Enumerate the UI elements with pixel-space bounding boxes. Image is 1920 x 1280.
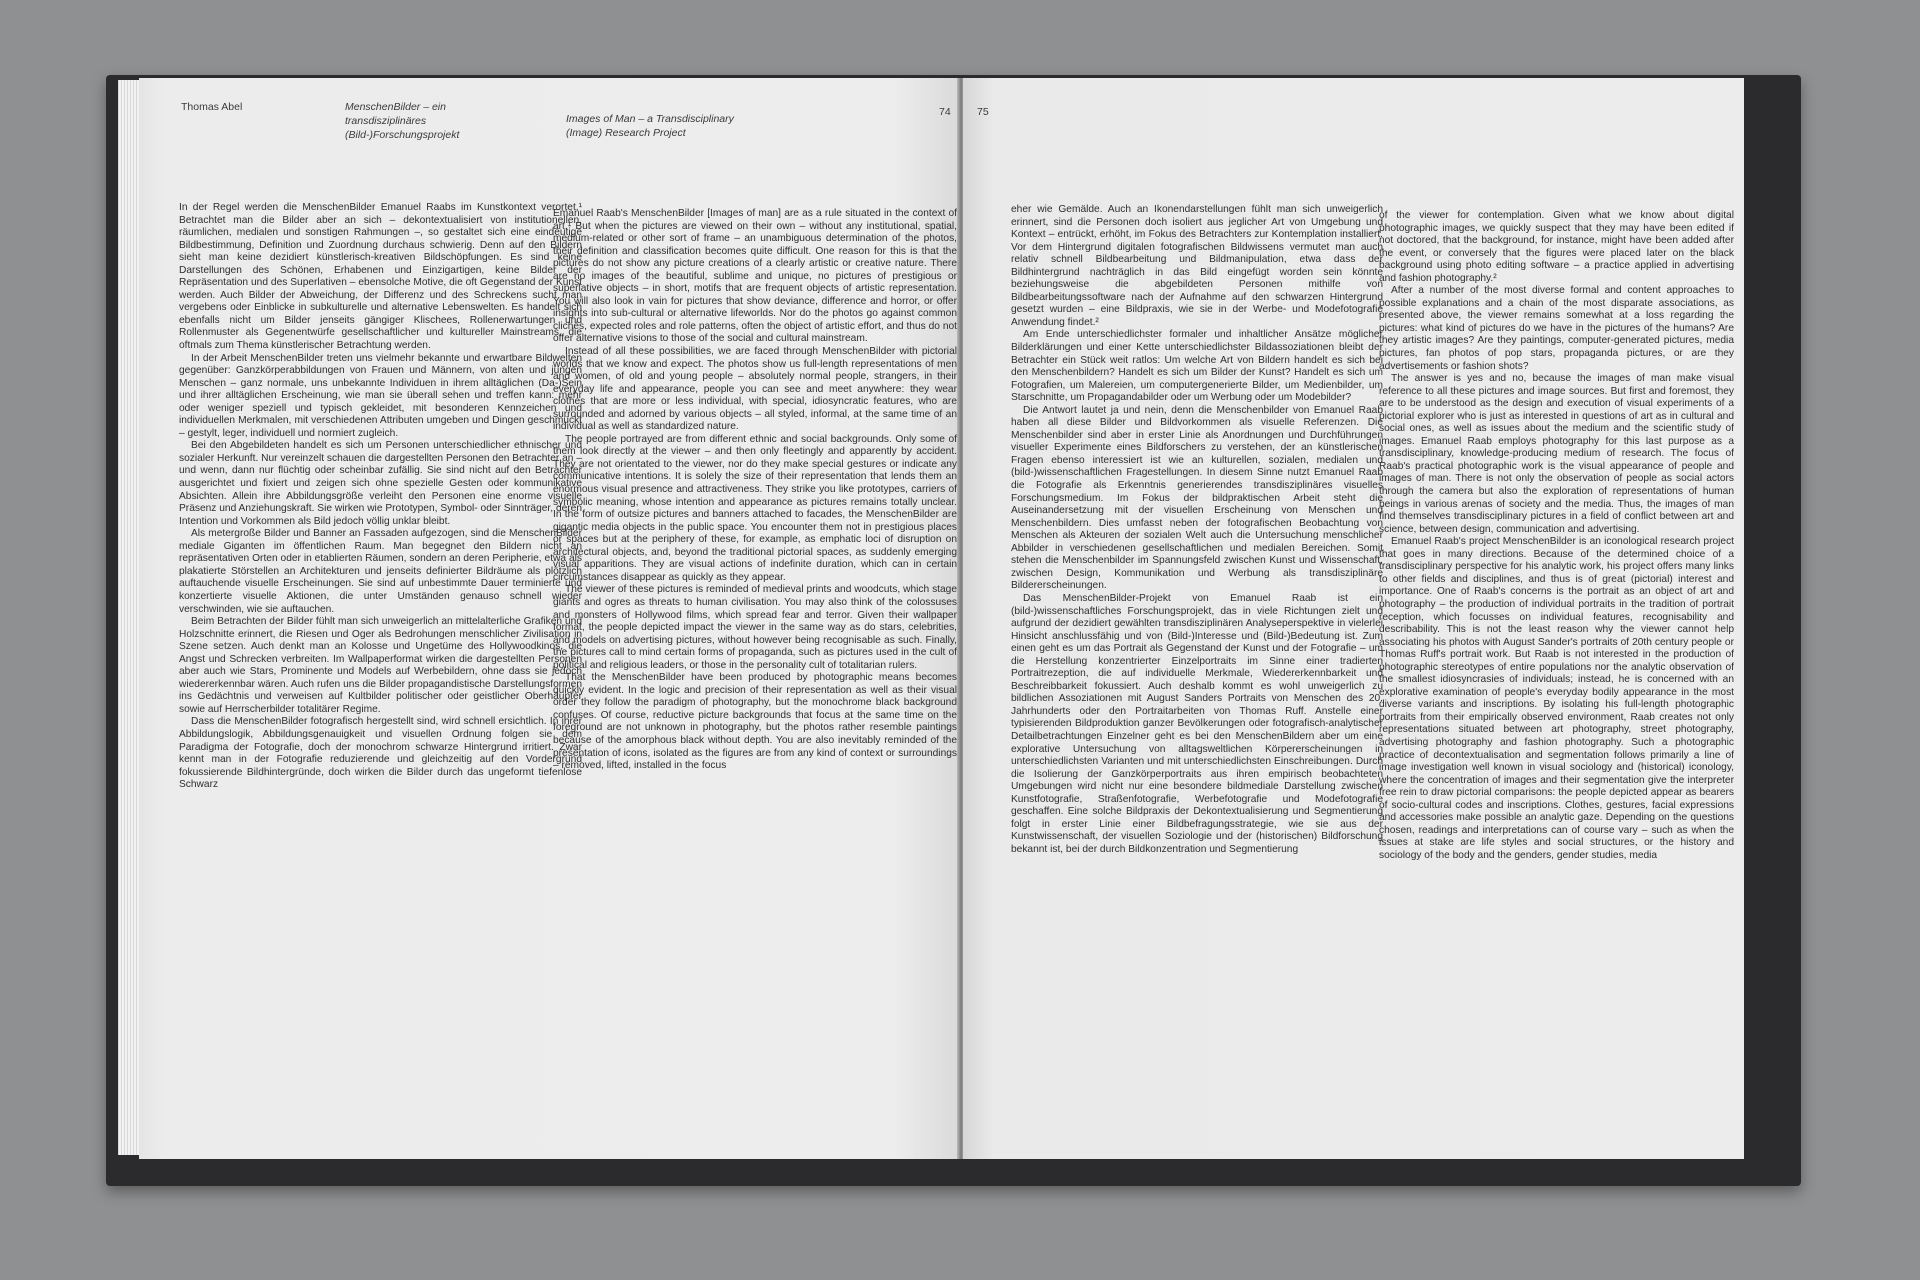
paragraph: In der Arbeit MenschenBilder treten uns vielmehr bekannte und erwartbare Bildwelten gegenüber: Ganzkörperabbildungen von Frauen und Männern, von alten und jungen Menschen – ganz normale, uns unbekannte Individuen in ihrem alltäglichen (Da-)Sein und ihrer alltäglichen Erscheinung, wie man sie überall sehen und treffen kann: mehr oder weniger speziell und typisch gekleidet, mit besonderen Kennzeichen und individuellen Merkmalen, mit verschiedenen Attributen umgeben und Dingen geschmückt – gestylt, leger, individuell und normiert zugleich. <box>179 352 582 439</box>
running-head-title-en: Images of Man – a Transdisciplinary (Image) Research Project <box>566 113 734 139</box>
right-page <box>963 78 1744 1159</box>
paragraph: Das MenschenBilder-Projekt von Emanuel Raab ist ein (bild-)wissenschaftliches Forschungsprojekt, das in viele Richtungen zielt und aufgrund der dezidiert gewählten transdisziplinären Analyseperspektive in vielerlei Hinsicht anschlussfähig und von (Bild-)Interesse und (Bild-)Bedeutung ist. Zum einen geht es um das Portrait als Gegenstand der Kunst und der Fotografie – um die Herstellung konzentrierter Einzelportraits im Sinne einer tradierten Portraitrezeption, die auf individuelle Merkmale, Wiedererkennbarkeit und Beschreibbarkeit fokussiert. Auch deshalb kommt es wohl unweigerlich zu bildlichen Assoziationen mit August Sanders Portraits von Menschen des 20. Jahrhunderts oder den Portraitarbeiten von Thomas Ruff. Anstelle einer typisierenden Bildproduktion ganzer Bevölkerungen oder fotografisch-analytischer Detailbetrachtungen Einzelner geht es bei den MenschenBildern aber um eine explorative Untersuchung von alltagsweltlichen Körpererscheinungen in unterschiedlichsten Varianten und mit unterschiedlichsten Einschreibungen. Durch die Isolierung der Ganzkörperportraits aus ihren empirisch beobachteten Umgebungen wird nicht nur eine besondere bildmediale Darstellung zwischen Kunstfotografie, Straßenfotografie, Werbefotografie und Modefotografie geschaffen. Eine solche Bildpraxis der Dekontextualisierung und Segmentierung folgt in erster Linie einer Bildbefragungsstrategie, wie sie aus der Kunstwissenschaft, der visuellen Soziologie und der (historischen) Bildforschung bekannt ist, bei der durch Bildkonzentration und Segmentierung <box>1011 592 1383 855</box>
paragraph: In der Regel werden die MenschenBilder Emanuel Raabs im Kunstkontext verortet.¹ Betrachtet man die Bilder aber an sich – dekontextualisiert von institutionellen, räumlichen, medialen und sonstigen Rahmungen –, so gestaltet sich eine eindeutige Bildbestimmung, Definition und Zuordnung durchaus schwierig. Denn auf den Bildern sieht man keine dezidiert künstlerisch-kreativen Bildschöpfungen. Es sind keine Darstellungen des Schönen, Erhabenen und Einzigartigen, keine Bilder der Repräsentation und des Superlativen – ebensolche Motive, die oft Gegenstand der Kunst werden. Auch Bilder der Abweichung, der Differenz und des Schreckens sucht man vergebens oder Einblicke in subkulturelle und alternative Lebenswelten. Es handelt sich ebenfalls nicht um Bilder jenseits gängiger Klischees, Rollenerwartungen und Rollenmuster als Gegenentwürfe gesellschaftlicher und kultureller Mainstreams, die oftmals zum Thema künstlerischer Betrachtung werden. <box>179 202 582 352</box>
paragraph: Emanuel Raab's project MenschenBilder is an iconological research project that goes in many directions. Because of the determined choice of a transdisciplinary perspective for his analytic work, his project offers many links to other fields and disciplines, and thus is of great (pictorial) interest and importance. One of Raab's concerns is the portrait as an object of art and photography – the production of individual portraits in the tradition of portrait reception, which focusses on individual features, recognisability and describability. This is not the least reason why the viewer cannot help associating his photos with August Sander's portraits of 20th century people or Thomas Ruff's portrait work. But Raab is not interested in the production of photographic stereotypes of entire populations nor the analytic observation of the smallest idiosyncrasies of individuals; instead, he is concerned with an explorative examination of people's everyday bodily appearance in the most diverse variants and inscriptions. By isolating his full-length photographic portraits from their empirically observed environment, Raab creates not only representations situated between art photography, street photography, advertising photography and fashion photography. Such a photographic practice of decontextualisation and segmentation follows primarily a line of image investigation well known in visual sociology and (historical) iconology, where the concentration of images and their segmentation give the interpreter free rein to draw pictorial comparisons: the people depicted appear as bearers of socio-cultural codes and inscriptions. Clothes, gestures, facial expressions and accessories make possible an analytic gaze. Depending on the questions chosen, readings and interpretations can of course vary – such as when the issues at stake are life styles and social structures, or the history and sociology of the body and the genders, gender studies, media <box>1379 536 1734 861</box>
paragraph: Als metergroße Bilder und Banner an Fassaden aufgezogen, sind die MenschenBilder mediale Giganten im öffentlichen Raum. Man begegnet den Bildern nicht an repräsentativen Orten oder in etablierten Räumen, sondern an deren Peripherie, etwa als plakatierte Störstellen an Architekturen und jenseits definierter Bildräume als plötzlich auftauchende visuelle Erscheinungen. Sie sind auf unbestimmte Dauer terminierte und konzertierte visuelle Aktionen, die unter Umständen genauso schnell wieder verschwinden, wie sie auftauchen. <box>179 528 582 615</box>
paragraph: The viewer of these pictures is reminded of medieval prints and woodcuts, which stage giants and ogres as threats to human civilisation. You may also think of the colossuses and monsters of Hollywood films, which spread fear and terror. Given their wallpaper format, the people depicted impact the viewer in the same way as do stars, celebrities, and models on advertising pictures, without however being recognisable as such. Finally, the pictures call to mind certain forms of propaganda, such as pictures used in the cult of political and religious leaders, or those in the personality cult of totalitarian rulers. <box>553 584 957 671</box>
page-number-left: 74 <box>939 106 951 118</box>
text-column-english <box>1379 210 1734 862</box>
running-head-title-de: MenschenBilder – ein transdisziplinäres (Bild-)Forschungsprojekt <box>345 101 460 141</box>
paragraph: Am Ende unterschiedlichster formaler und inhaltlicher Ansätze möglicher Bilderklärungen und einer Kette unterschiedlichster Bildassoziationen bleibt der Betrachter ein Stück weit ratlos: Um welche Art von Bildern handelt es sich bei den Menschenbildern? Handelt es sich um Bilder der Kunst? Handelt es sich um Fotografien, um Malereien, um computergenerierte Bilder, um Medienbilder, um Starschnitte, um Propagandabilder oder um Werbung oder um Modebilder? <box>1011 329 1383 404</box>
paragraph: The answer is yes and no, because the images of man make visual reference to all these pictures and image sources. But first and foremost, they are to be understood as the design and execution of visual experiments of a pictorial explorer who is just as interested in questions of art as in cultural and social ones, as well as issues about the medium and the scientific study of images. Emanuel Raab employs photography for this last purpose as a transdisciplinary, knowledge-producing medium of research. The focus of Raab's practical photographic work is the visual appearance of people and images of man. There is not only the observation of people as social actors through the camera but also the exploration of representations of human beings in various arenas of society and the media. Thus, the images of man find themselves transdisciplinary pictures in a field of conflict between art and science, between design, communication and advertising. <box>1379 373 1734 535</box>
paragraph: The people portrayed are from different ethnic and social backgrounds. Only some of them look directly at the viewer – and then only fleetingly and apparently by accident. They are not orientated to the viewer, nor do they make special gestures or indicate any communicative intentions. It is solely the size of their representation that lends them an enormous visual presence and attractiveness. They strike you like prototypes, carriers of symbolic meaning, whose intention and appearance as pictures remains totally unclear. In the form of outsize pictures and banners attached to facades, the MenschenBilder are gigantic media objects in the public space. You encounter them not in prestigious places or spaces but at the periphery of these, for example, as emphatic loci of disruption on architectural objects, and, beyond the traditional pictorial spaces, as suddenly emerging visual apparitions. They are visual actions of indefinite duration, which can in certain circumstances disappear as quickly as they appear. <box>553 433 957 583</box>
paragraph: That the MenschenBilder have been produced by photographic means becomes quickly evident. In the logic and precision of their representation as well as their visual order they follow the paradigm of photography, but the monochrome black background confuses. Of course, reductive picture backgrounds that focus at the same time on the foreground are not unknown in photography, but the photos rather resemble paintings because of the amorphous black without depth. You are also inevitably reminded of the presentation of icons, isolated as the figures are from any kind of context or surroundings – removed, lifted, installed in the focus <box>553 672 957 772</box>
page-edges <box>118 80 139 1155</box>
text-column-german <box>1011 204 1383 856</box>
text-column-english <box>553 208 957 773</box>
paragraph: Bei den Abgebildeten handelt es sich um Personen unterschiedlicher ethnischer und sozialer Herkunft. Nur vereinzelt schauen die dargestellten Personen den Betrachter an – und wenn, dann nur flüchtig oder scheinbar zufällig. Sie sind nicht auf den Betrachter ausgerichtet und fixiert und zeigen sich ohne spezielle Gesten oder kommunikative Absichten. Allein ihre Abbildungsgröße verleiht den Personen eine enorme visuelle Präsenz und Anziehungskraft. Sie wirken wie Prototypen, Symbol- oder Sinnträger, deren Intention und Vorkommen als Bild jedoch völlig unklar bleibt. <box>179 440 582 527</box>
paragraph: Dass die MenschenBilder fotografisch hergestellt sind, wird schnell ersichtlich. In ihrer Abbildungslogik, Abbildungsgenauigkeit und visuellen Ordnung folgen sie dem Paradigma der Fotografie, doch der monochrom schwarze Hintergrund irritiert. Zwar kennt man in der Fotografie reduzierende und gleichzeitig auf den Vordergrund fokussierende Bildhintergründe, doch wirken die Bilder durch das ungeformt tiefenlose Schwarz <box>179 716 582 791</box>
paragraph: Emanuel Raab's MenschenBilder [Images of man] are as a rule situated in the context of art.¹ But when the pictures are viewed on their own – without any institutional, spatial, medium-related or other sort of frame – an unambiguous determination of the photos, their definition and classification becomes quite difficult. One reason for this is that the pictures do not show any picture creations of a clearly artistic or creative nature. There are no images of the beautiful, sublime and unique, no pictures of prestigious or superlative objects – in short, motifs that are frequent objects of artistic representation. You will also look in vain for pictures that show deviance, difference and horror, or offer insights into sub-cultural or alternative lifeworlds. Nor do the photos go against common clichés, expected roles and role patterns, often the object of artistic effort, and thus do not offer alternative visions to those of the social and cultural mainstream. <box>553 208 957 345</box>
text-column-german <box>179 202 582 792</box>
paragraph: Beim Betrachten der Bilder fühlt man sich unweigerlich an mittelalterliche Grafiken und Holzschnitte erinnert, die Riesen und Oger als Bedrohungen menschlicher Zivilisation in Szene setzen. Auch denkt man an Kolosse und Ungetüme des Hollywoodkinos, die Angst und Schrecken verbreiten. Im Wallpaperformat wirken die dargestellten Personen aber auch wie Stars, Prominente und Models auf Werbebildern, ohne dass sie jedoch wiedererkennbar wären. Auch rufen uns die Bilder propagandistische Darstellungsformen ins Gedächtnis und verweisen auf Kultbilder politischer oder geistlicher Oberhäupter sowie auf Herrscherbilder totalitärer Regime. <box>179 616 582 715</box>
paragraph: Die Antwort lautet ja und nein, denn die Menschenbilder von Emanuel Raab haben all diese Bilder und Bildvorkommen als visuelle Referenzen. Die Menschenbilder sind aber in erster Linie als Anordnungen und Durchführungen visueller Experimente eines Bildforschers zu verstehen, der an künstlerischen Fragen ebenso interessiert ist wie an kulturellen, sozialen, medialen und (bild-)wissenschaftlichen Fragestellungen. In diesem Sinne nutzt Emanuel Raab die Fotografie als Erkenntnis generierendes transdisziplinäres visuelles Forschungsmedium. Im Fokus der bildpraktischen Arbeit steht die Auseinandersetzung mit der visuellen Erscheinung von Menschen und Menschenbildern. Dies umfasst neben der fotografischen Beobachtung von Menschen als Akteuren der sozialen Welt auch die Untersuchung menschlicher Abbilder in verschiedenen gesellschaftlichen und medialen Bereichen. Somit stehen die Menschenbilder im Spannungsfeld zwischen Kunst und Wissenschaft, zwischen Design, Kommunikation und Werbung als transdisziplinäre Bildererscheinungen. <box>1011 404 1383 592</box>
left-page <box>139 78 959 1159</box>
paragraph: After a number of the most diverse formal and content approaches to possible explanations and a chain of the most disparate associations, as presented above, the viewer remains somewhat at a loss regarding the pictures: what kind of pictures do we have in the pictures of the humans? Are they artistic images? Are they paintings, computer-generated pictures, media pictures, fan photos of pop stars, propaganda pictures, or are they advertisements or fashion shots? <box>1379 285 1734 372</box>
running-head-author: Thomas Abel <box>181 101 243 113</box>
paragraph: eher wie Gemälde. Auch an Ikonendarstellungen fühlt man sich unweigerlich erinnert, sind die Personen doch isoliert aus jeglicher Art von Umgebung und Kontext – entrückt, erhöht, im Fokus des Betrachters zur Kontemplation installiert. Vor dem Hintergrund digitalen fotografischen Bildwissens vermutet man auch relativ schnell Bildbearbeitung und Bildmanipulation, etwa dass der Bildhintergrund nachträglich in das Bild eingefügt worden sein könnte beziehungsweise die abgebildeten Personen mithilfe von Bildbearbeitungssoftware nach der Aufnahme auf den schwarzen Hintergrund gesetzt wurden – eine Bildpraxis, wie sie in der Werbe- und Modefotografie Anwendung findet.² <box>1011 204 1383 328</box>
page-number-right: 75 <box>977 106 989 118</box>
paragraph: Instead of all these possibilities, we are faced through MenschenBilder with pictorial worlds that we know and expect. The photos show us full-length representations of men and women, of old and young people – absolutely normal people, strangers, in their everyday life and appearance, people you can see and meet anywhere: they wear clothes that are more or less individual, with special, idiosyncratic features, who are surrounded and adorned by various objects – all styled, informal, at the same time of an individual as well as standardized nature. <box>553 346 957 433</box>
paragraph: of the viewer for contemplation. Given what we know about digital photographic images, we quickly suspect that they may have been edited if not doctored, that the background, for instance, might have been added after the event, or conversely that the figures were placed later on the black background using photo editing software – a practice applied in advertising and fashion photography.² <box>1379 210 1734 284</box>
